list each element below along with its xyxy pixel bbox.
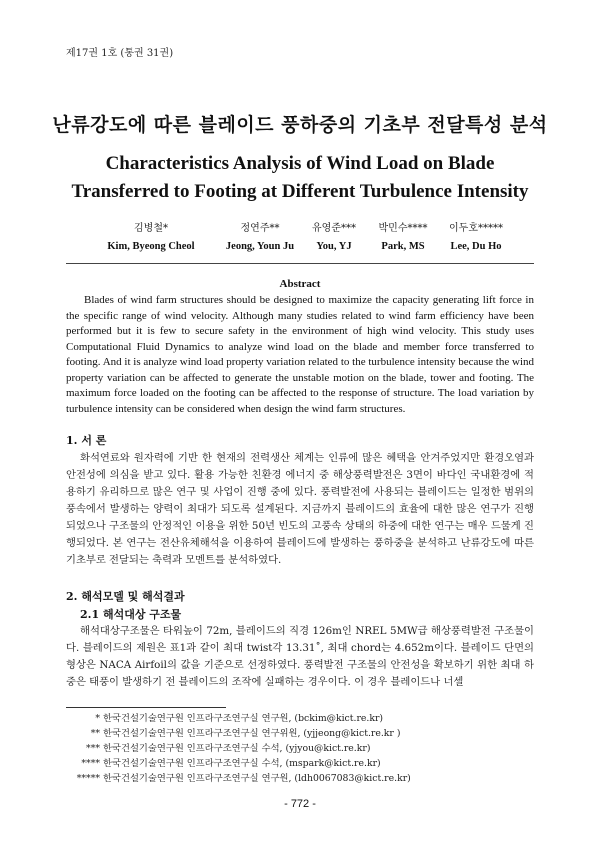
subsection-2-1-heading: 2.1 해석대상 구조물 [80, 608, 182, 621]
author-name-ko: 정연주** [240, 223, 280, 234]
author-name-en: Lee, Du Ho [450, 241, 502, 252]
footnote-mark: **** [81, 758, 100, 769]
author-list [0, 220, 600, 260]
author-name-en: Jeong, Youn Ju [225, 241, 295, 252]
abstract-heading: Abstract [279, 278, 321, 290]
author-name-en: Park, MS [381, 241, 425, 252]
footnote-mark: ***** [76, 773, 100, 784]
footnote-text: 한국건설기술연구원 인프라구조연구실 연구위원, (yjjeong@kict.re.kr ) [103, 728, 401, 739]
author-5 [438, 220, 514, 256]
author-1 [96, 220, 206, 256]
author-4 [368, 220, 438, 256]
section-2-heading: 2. 해석모델 및 해석결과 [66, 590, 185, 603]
footnote-mark: * [95, 713, 100, 724]
author-name-ko: 김병철* [134, 223, 168, 234]
footnote-text: 한국건설기술연구원 인프라구조연구실 연구원, (bckim@kict.re.kr) [103, 713, 384, 724]
page-number: - 772 - [284, 798, 316, 810]
footnote [74, 771, 411, 786]
footnote [74, 711, 411, 726]
english-title: Characteristics Analysis of Wind Load on Blade Transferred to Footing at Different Turbulence Intensity [71, 153, 529, 202]
footnote-mark: *** [86, 743, 100, 754]
footnotes [74, 711, 411, 786]
author-3 [300, 220, 368, 256]
author-name-ko: 유영준*** [312, 223, 356, 234]
author-name-en: You, YJ [316, 241, 352, 252]
section-2-text: 해석대상구조물은 타워높이 72m, 블레이드의 직경 126m인 NREL 5MW급 해상풍력발전 구조물이다. 블레이드의 제원은 표1과 같이 최대 twist각 13.31˚, 최대 chord는 4.652m이다. 블레이드 단면의 형상은 NACA Airfoil의 값을 기준으로 선정하였다. 풍력발전 구조물의 안전성을 확보하기 위한 최대 하중은 태풍이 발생하기 전 블레이드의 조작에 실패하는 경우이다. 이 경우 블레이드나 너셀 [66, 625, 534, 688]
footnote-text: 한국건설기술연구원 인프라구조연구실 수석, (mspark@kict.re.kr) [103, 758, 381, 769]
footnote-text: 한국건설기술연구원 인프라구조연구실 연구원, (ldh0067083@kict.re.kr) [103, 773, 411, 784]
journal-header: 제17권 1호 (통권 31권) [66, 48, 174, 59]
author-name-ko: 박민수**** [378, 223, 428, 234]
author-name-ko: 이두호***** [449, 223, 503, 234]
korean-title: 난류강도에 따른 블레이드 풍하중의 기초부 전달특성 분석 [52, 114, 548, 136]
author-2 [210, 220, 310, 256]
section-1-text: 화석연료와 원자력에 기반 한 현재의 전력생산 체계는 인류에 많은 혜택을 안겨주었지만 환경오염과 안전성에 의심을 받고 있다. 활용 가능한 친환경 에너지 중 해상풍력발전은 3면이 바다인 국내환경에 적용하기 유리하므로 많은 연구 및 사업이 진행 중에 있다. 풍력발전에 사용되는 블레이드는 일정한 범위의 풍속에서 발생하는 양력이 최대가 되도록 설계된다. 지금까지 블레이드의 효율에 대한 많은 연구가 진행되었으나 구조물의 안정적인 이용을 위한 50년 빈도의 고풍속 상태의 하중에 대한 연구는 매우 드물게 진행되었다. 본 연구는 전산유체해석을 이용하여 블레이드에 발생하는 풍하중을 분석하고 난류강도에 따른 기초부로 전달되는 축력과 모멘트를 분석하였다. [66, 452, 534, 566]
footnote [74, 726, 411, 741]
section-1-heading: 1. 서 론 [66, 434, 107, 447]
footnote-text: 한국건설기술연구원 인프라구조연구실 수석, (yjyou@kict.re.kr) [103, 743, 371, 754]
footnote [74, 741, 411, 756]
footnote [74, 756, 411, 771]
footnote-divider [66, 707, 226, 708]
footnote-mark: ** [90, 728, 100, 739]
author-name-en: Kim, Byeong Cheol [107, 241, 195, 252]
title-divider [66, 263, 534, 264]
abstract-text: Blades of wind farm structures should be designed to maximize the capacity generating lift force in the specific range of wind velocity. Although many studies related to wind farm efficiency have been performed but it is few to secure safety in the environment of high wind velocity. This study uses Computational Fluid Dynamics to analyze wind load on the blade and member force transferred to footing. And it is analyze wind load property variation related to the turbulence intensity because the wind property variation can be affected to generate the unstable motion on the blade, tower and footing. The maximum force loaded on the footing can be affected to the response of structure. The load variation by turbulence intensity can be considered when design the wind farm structures. [66, 294, 534, 415]
